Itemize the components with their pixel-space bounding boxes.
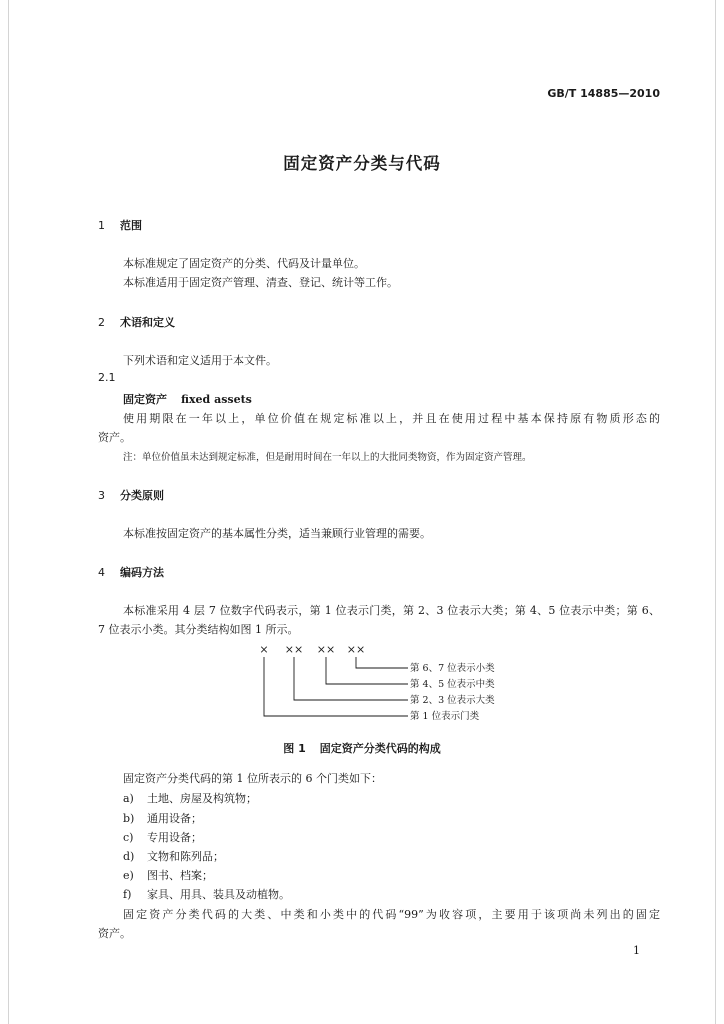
term-entry [123, 391, 252, 407]
figure-label: 图 1 [283, 742, 306, 755]
list-item [123, 829, 202, 845]
diagram-leader-lines [264, 657, 408, 716]
section-title: 术语和定义 [120, 316, 175, 329]
principles-paragraph: 本标准按固定资产的基本属性分类，适当兼顾行业管理的需要。 [123, 527, 431, 540]
list-item [123, 848, 224, 864]
figure-caption [0, 740, 724, 756]
list-item-text: 家具、用具、装具及动植物。 [147, 888, 290, 901]
list-item-key: f) [123, 888, 132, 901]
list-item-text: 土地、房屋及构筑物； [147, 792, 257, 805]
label-level-1: 第 1 位表示门类 [410, 711, 480, 722]
mark-level-4: ×× [346, 643, 366, 656]
list-item-key: a) [123, 792, 134, 805]
closing-paragraph-line-2: 资产。 [98, 927, 131, 940]
list-item-key: d) [123, 850, 135, 863]
term-english: fixed assets [181, 393, 252, 406]
label-level-2: 第 2、3 位表示大类 [410, 695, 495, 706]
section-title: 分类原则 [120, 489, 164, 502]
list-item-key: b) [123, 812, 135, 825]
section-title: 范围 [120, 219, 142, 232]
label-level-4: 第 6、7 位表示小类 [410, 663, 495, 674]
closing-paragraph-line-1: 固定资产分类代码的大类、中类和小类中的代码“99”为收容项，主要用于该项尚未列出的固定 [123, 908, 660, 921]
section-heading-principles [98, 487, 164, 503]
term-definition-line-1: 使用期限在一年以上，单位价值在规定标准以上，并且在使用过程中基本保持原有物质形态的 [123, 412, 660, 425]
terms-intro: 下列术语和定义适用于本文件。 [123, 354, 277, 367]
category-intro: 固定资产分类代码的第 1 位所表示的 6 个门类如下： [123, 772, 382, 785]
mark-level-1: × [259, 643, 269, 656]
section-number: 1 [98, 219, 105, 232]
list-item-text: 专用设备； [147, 831, 202, 844]
list-item [123, 886, 290, 902]
mark-level-3: ×× [316, 643, 336, 656]
scope-paragraph-1: 本标准规定了固定资产的分类、代码及计量单位。 [123, 257, 365, 270]
scope-paragraph-2: 本标准适用于固定资产管理、清查、登记、统计等工作。 [123, 276, 398, 289]
mark-level-2: ×× [284, 643, 304, 656]
list-item [123, 867, 213, 883]
term-note: 注：单位价值虽未达到规定标准，但是耐用时间在一年以上的大批同类物资，作为固定资产管理。 [123, 452, 532, 463]
section-number: 3 [98, 489, 105, 502]
document-title: 固定资产分类与代码 [283, 154, 441, 173]
coding-paragraph-line-2: 7 位表示小类。其分类结构如图 1 所示。 [98, 623, 299, 636]
section-heading-scope [98, 217, 142, 233]
section-number: 4 [98, 566, 105, 579]
page-number: 1 [633, 944, 640, 957]
label-level-3: 第 4、5 位表示中类 [410, 679, 495, 690]
section-heading-terms [98, 314, 175, 330]
list-item-key: c) [123, 831, 134, 844]
standard-number: GB/T 14885—2010 [547, 87, 660, 100]
code-structure-diagram [250, 642, 520, 726]
coding-paragraph-line-1: 本标准采用 4 层 7 位数字代码表示，第 1 位表示门类，第 2、3 位表示大类；第 4、5 位表示中类；第 6、 [123, 604, 660, 617]
subclause-number: 2.1 [98, 371, 116, 384]
list-item-text: 图书、档案； [147, 869, 213, 882]
list-item [123, 790, 257, 806]
list-item-text: 文物和陈列品； [147, 850, 224, 863]
term-definition-line-2: 资产。 [98, 431, 131, 444]
section-title: 编码方法 [120, 566, 164, 579]
list-item-key: e) [123, 869, 134, 882]
list-item-text: 通用设备； [147, 812, 202, 825]
term-chinese: 固定资产 [123, 393, 167, 406]
section-number: 2 [98, 316, 105, 329]
figure-title: 固定资产分类代码的构成 [319, 742, 441, 755]
list-item [123, 810, 202, 826]
section-heading-coding [98, 564, 164, 580]
